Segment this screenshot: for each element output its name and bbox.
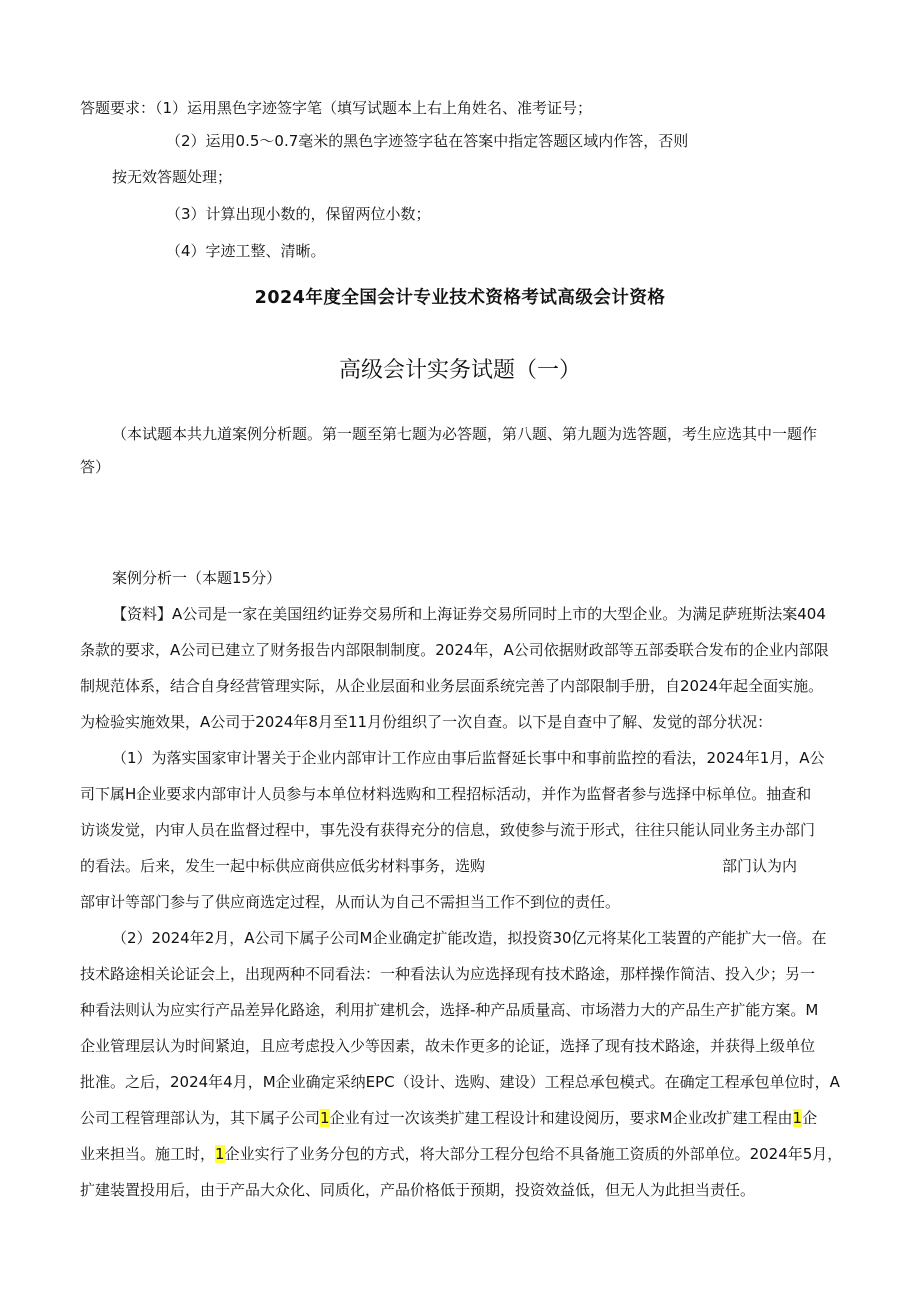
p2-line-2: 技术路途相关论证会上，出现两种不同看法：一种看法认为应选择现有技术路途，那样操作简洁、投入少；另一 bbox=[80, 965, 816, 983]
p2-line-6-a: 公司工程管理部认为，其下属子公司 bbox=[80, 1109, 321, 1127]
instructions-lead: 答题要求： bbox=[80, 99, 156, 117]
material-line-1: 【资料】A公司是一家在美国纽约证券交易所和上海证券交易所同时上市的大型企业。为满足萨班斯法案404 bbox=[112, 605, 826, 623]
p2-line-3: 种看法则认为应实行产品差异化路途，利用扩建机会，选择-种产品质量高、市场潜力大的产品生产扩能方案。M bbox=[80, 1001, 819, 1019]
p1-line-2: 司下属H企业要求内部审计人员参与本单位材料选购和工程招标活动，并作为监督者参与选择中标单位。抽查和 bbox=[80, 785, 812, 803]
p2-line-6-c: 企 bbox=[802, 1109, 818, 1127]
highlight-mark-3: 1 bbox=[215, 1145, 225, 1163]
exam-subtitle: 高级会计实务试题（一） bbox=[338, 358, 581, 383]
material-line-2: 条款的要求，A公司已建立了财务报告内部限制制度。2024年，A公司依据财政部等五部委联合发布的企业内部限 bbox=[80, 641, 829, 659]
exam-title: 2024年度全国会计专业技术资格考试高级会计资格 bbox=[254, 288, 666, 308]
exam-note-line-2: 答） bbox=[80, 458, 111, 476]
p2-line-7-b: 企业实行了业务分包的方式，将大部分工程分包给不具备施工资质的外部单位。2024年5月， bbox=[224, 1145, 843, 1163]
instruction-item-3: （3）计算出现小数的，保留两位小数； bbox=[166, 205, 431, 223]
p1-line-1: （1）为落实国家审计署关于企业内部审计工作应由事后监督延长事中和事前监控的看法，2024年1月，A公 bbox=[112, 749, 825, 767]
p1-line-4a: 的看法。后来，发生一起中标供应商供应低劣材料事务，选购 bbox=[80, 857, 486, 875]
instruction-item-1: （1）运用黑色字迹签字笔（填写试题本上右上角姓名、准考证号； bbox=[155, 99, 593, 117]
material-line-4: 为检验实施效果，A公司于2024年8月至11月份组织了一次自查。以下是自查中了解、发觉的部分状况： bbox=[80, 713, 773, 731]
highlight-mark-2: 1 bbox=[792, 1109, 803, 1127]
p1-line-3: 访谈发觉，内审人员在监督过程中，事先没有获得充分的信息，致使参与流于形式，往往只能认同业务主办部门 bbox=[80, 821, 816, 839]
p2-line-7 bbox=[80, 1143, 842, 1165]
p2-line-1: （2）2024年2月，A公司下属子公司M企业确定扩能改造，拟投资30亿元将某化工装置的产能扩大一倍。在 bbox=[112, 929, 827, 947]
instruction-item-2-cont: 按无效答题处理； bbox=[112, 168, 233, 186]
instruction-item-2: （2）运用0.5～0.7毫米的黑色字迹签字毡在答案中指定答题区域内作答，否则 bbox=[166, 132, 689, 150]
p2-line-4: 企业管理层认为时间紧迫，且应考虑投入少等因素，故未作更多的论证，选择了现有技术路途，并获得上级单位 bbox=[80, 1037, 816, 1055]
p1-line-5: 部审计等部门参与了供应商选定过程，从而认为自己不需担当工作不到位的责任。 bbox=[80, 893, 621, 911]
p2-line-6 bbox=[80, 1107, 817, 1129]
exam-note-line-1: （本试题本共九道案例分析题。第一题至第七题为必答题，第八题、第九题为选答题，考生应选其中一题作 bbox=[112, 425, 818, 443]
p2-line-6-b: 企业有过一次该类扩建工程设计和建设阅历，要求M企业改扩建工程由 bbox=[329, 1109, 793, 1127]
material-line-3: 制规范体系，结合自身经营管理实际，从企业层面和业务层面系统完善了内部限制手册，自2024年起全面实施。 bbox=[80, 677, 824, 695]
p1-line-4b: 部门认为内 bbox=[722, 857, 798, 875]
instruction-item-4: （4）字迹工整、清晰。 bbox=[166, 242, 326, 260]
p2-line-8: 扩建装置投用后，由于产品大众化、同质化，产品价格低于预期，投资效益低，但无人为此担当责任。 bbox=[80, 1181, 756, 1199]
instructions-line-1 bbox=[80, 97, 592, 119]
p2-line-5: 批准。之后，2024年4月，M企业确定采纳EPC（设计、选购、建设）工程总承包模式。在确定工程承包单位时，A bbox=[80, 1073, 840, 1091]
highlight-mark-1: 1 bbox=[320, 1109, 330, 1127]
case1-heading: 案例分析一（本题15分） bbox=[112, 569, 282, 587]
p2-line-7-a: 业来担当。施工时， bbox=[80, 1145, 216, 1163]
